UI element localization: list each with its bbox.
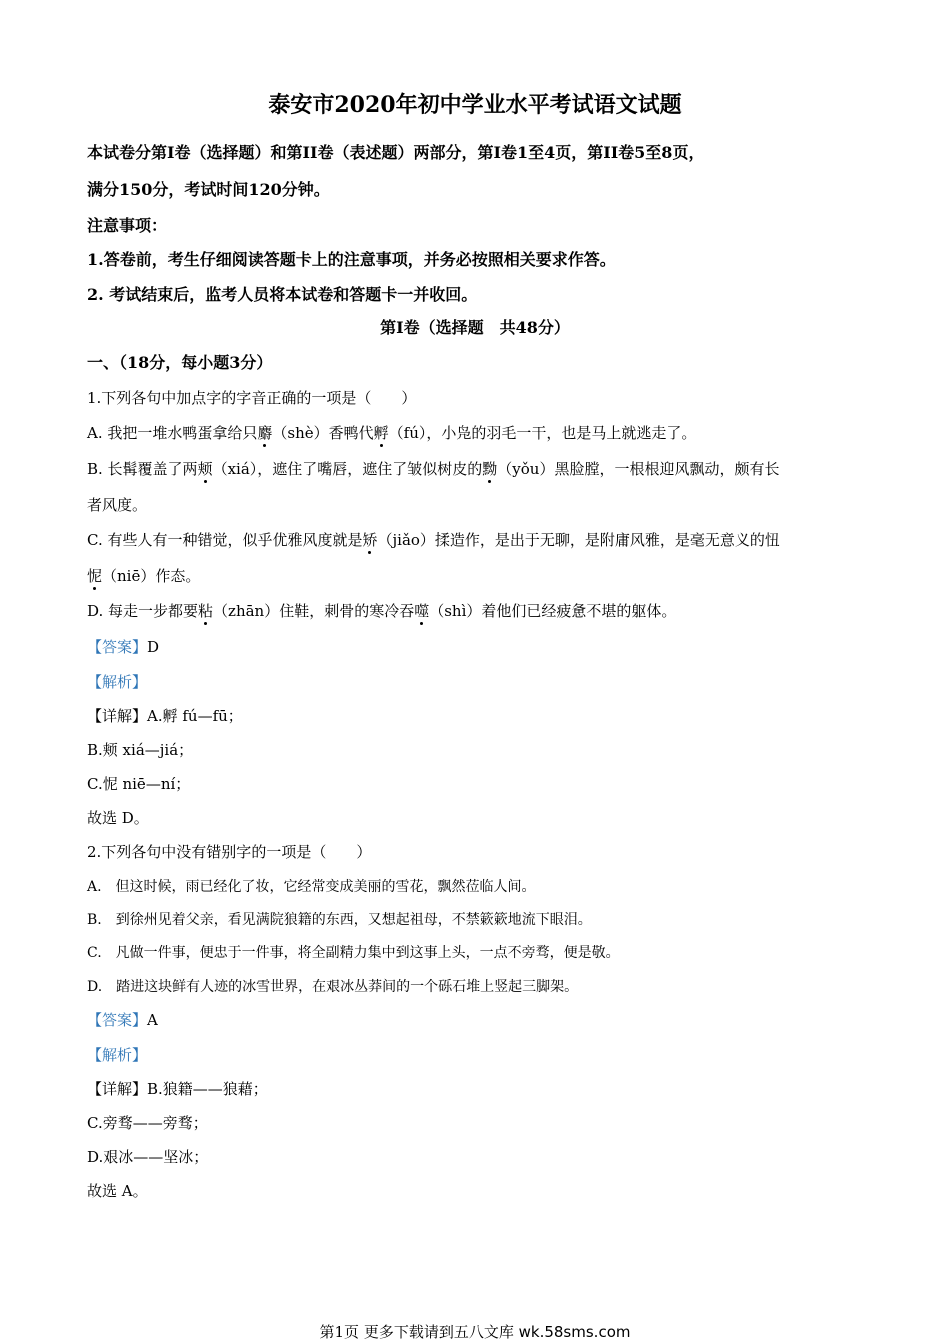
q1-conclusion: 故选 D。 (87, 809, 149, 827)
q1-answer (87, 637, 890, 657)
q1-analysis-tag: 【解析】 (87, 673, 148, 691)
q1-option-d (87, 601, 890, 621)
q1-b-dotted-char-1: 颊 (197, 460, 213, 478)
q1-option-b (87, 459, 890, 479)
notes-item-2: 2. 考试结束后，监考人员将本试卷和答题卡一并收回。 (87, 285, 478, 304)
q2-option-a: A. 但这时候，雨已经化了妆，它经常变成美丽的雪花，飘然莅临人间。 (87, 879, 536, 895)
q1-c-dotted-char-1: 矫 (362, 531, 378, 549)
q1-a-text-3: （fú），小凫的羽毛一干，也是马上就逃走了。 (388, 424, 697, 442)
intro-line-1: 本试卷分第Ⅰ卷（选择题）和第II卷（表述题）两部分，第Ⅰ卷1至4页，第II卷5至8页， (87, 143, 705, 162)
footer-site-link[interactable]: wk.58sms.com (518, 1323, 631, 1341)
q2-detail-1: 【详解】B.狼籍——狼藉； (87, 1080, 268, 1098)
q1-d-dotted-char-1: 粘 (198, 602, 214, 620)
q1-d-text-1: D. 每走一步都要 (87, 602, 199, 620)
page-number: 第1页 (319, 1323, 360, 1341)
page-title: 泰安市2020年初中学业水平考试语文试题 (268, 92, 682, 118)
q1-c-text-3: （niē）作态。 (102, 567, 201, 585)
answer-tag: 【答案】 (87, 1011, 148, 1029)
q1-detail-2: B.颊 xiá—jiá； (87, 741, 194, 759)
q1-a-text-2: （shè）香鸭代 (272, 424, 374, 442)
q1-detail-1: 【详解】A.孵 fú—fū； (87, 707, 243, 725)
answer-value: A (147, 1011, 158, 1029)
q2-detail-2: C.旁骛——旁骛； (87, 1114, 208, 1132)
q2-analysis-tag: 【解析】 (87, 1046, 148, 1064)
q1-option-c-continued (87, 566, 890, 586)
page-footer (0, 1322, 950, 1342)
q1-b-text-2: （xiá），遮住了嘴唇，遮住了皱似树皮的 (212, 460, 483, 478)
q2-detail-3: D.艰冰——坚冰； (87, 1148, 209, 1166)
notes-item-1: 1.答卷前，考生仔细阅读答题卡上的注意事项，并务必按照相关要求作答。 (87, 250, 616, 269)
q1-option-b-continued: 者风度。 (87, 496, 148, 514)
section-title: 第Ⅰ卷（选择题 共48分） (380, 318, 570, 337)
q1-option-a (87, 423, 890, 443)
q2-conclusion: 故选 A。 (87, 1182, 148, 1200)
q1-d-text-2: （zhān）住鞋，刺骨的寒冷吞 (213, 602, 415, 620)
answer-value: D (147, 638, 160, 656)
part-heading: 一、（18分，每小题3分） (87, 353, 273, 372)
q1-a-dotted-char-2: 孵 (373, 424, 389, 442)
footer-promo: 更多下载请到五八文库 (363, 1323, 514, 1341)
q2-option-d: D. 踏进这块鲜有人迹的冰雪世界，在艰冰丛莽间的一个砾石堆上竖起三脚架。 (87, 979, 579, 995)
q2-option-b: B. 到徐州见着父亲，看见满院狼籍的东西，又想起祖母，不禁簌簌地流下眼泪。 (87, 912, 592, 928)
q1-b-text-1: B. 长髯覆盖了两 (87, 460, 198, 478)
q1-detail-3: C.怩 niē—ní； (87, 775, 191, 793)
answer-tag: 【答案】 (87, 638, 148, 656)
q1-b-dotted-char-2: 黝 (482, 460, 498, 478)
q2-answer (87, 1010, 890, 1030)
q1-b-text-3: （yǒu）黑脸膛，一根根迎风飘动，颇有长 (497, 460, 780, 478)
q1-option-c (87, 530, 890, 550)
q1-d-text-3: （shì）着他们已经疲惫不堪的躯体。 (429, 602, 677, 620)
intro-line-2: 满分150分，考试时间120分钟。 (87, 180, 330, 199)
q1-c-text-2: （jiǎo）揉造作，是出于无聊，是附庸风雅，是毫无意义的忸 (377, 531, 780, 549)
q1-d-dotted-char-2: 噬 (414, 602, 430, 620)
q1-a-text-1: A. 我把一堆水鸭蛋拿给只 (87, 424, 258, 442)
notes-heading: 注意事项： (87, 216, 168, 235)
q2-stem: 2.下列各句中没有错别字的一项是（ ） (87, 843, 372, 861)
q1-stem: 1.下列各句中加点字的字音正确的一项是（ ） (87, 389, 417, 407)
q1-a-dotted-char-1: 麝 (257, 424, 273, 442)
q1-c-text-1: C. 有些人有一种错觉，似乎优雅风度就是 (87, 531, 363, 549)
q1-c-dotted-char-2: 怩 (87, 567, 103, 585)
q2-option-c: C. 凡做一件事，便忠于一件事，将全副精力集中到这事上头，一点不旁骛，便是敬。 (87, 945, 620, 961)
